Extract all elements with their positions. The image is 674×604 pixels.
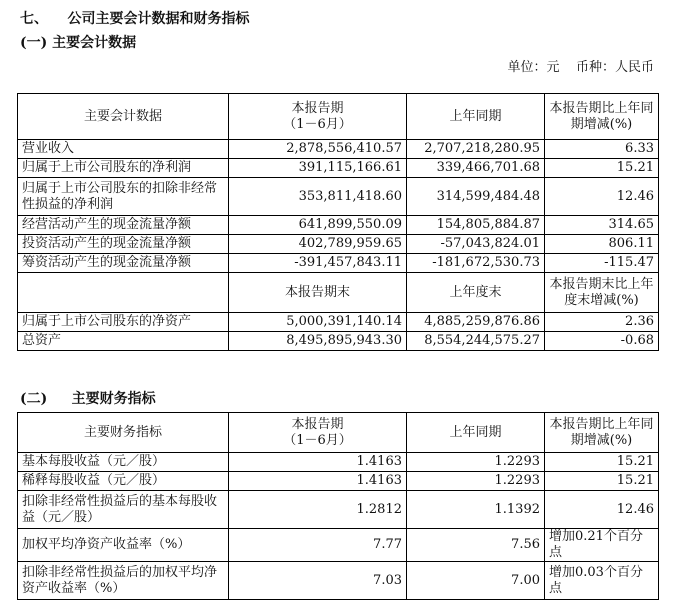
cell-current: 402,789,959.65 <box>229 235 407 254</box>
cell-prior: 8,554,244,575.27 <box>407 332 545 351</box>
cell-current: 353,811,418.60 <box>229 178 407 216</box>
cell-change: 15.21 <box>545 472 659 491</box>
row-label: 总资产 <box>18 332 229 351</box>
cell-current: 1.4163 <box>229 453 407 472</box>
table-header-row <box>18 413 659 453</box>
cell-current: -391,457,843.11 <box>229 254 407 273</box>
currency-unit-note: 单位：元 币种：人民币 <box>507 60 654 75</box>
table-row <box>18 472 659 491</box>
cell-change: 增加0.03个百分点 <box>545 562 659 600</box>
table-row <box>18 178 659 216</box>
row-label: 扣除非经常性损益后的基本每股收益（元／股） <box>18 491 229 529</box>
cell-prior: 339,466,701.68 <box>407 159 545 178</box>
row-label: 筹资活动产生的现金流量净额 <box>18 254 229 273</box>
row-label: 经营活动产生的现金流量净额 <box>18 216 229 235</box>
cell-change: 增加0.21个百分点 <box>545 529 659 562</box>
cell-change: -0.68 <box>545 332 659 351</box>
table-row <box>18 313 659 332</box>
subsection-title-accounting-data: (一) 主要会计数据 <box>20 35 137 51</box>
table-row <box>18 529 659 562</box>
table-row <box>18 254 659 273</box>
row-label: 归属于上市公司股东的扣除非经常性损益的净利润 <box>18 178 229 216</box>
cell-current: 8,495,895,943.30 <box>229 332 407 351</box>
cell-prior: 2,707,218,280.95 <box>407 140 545 159</box>
header-cell: 本报告期比上年同期增减(%) <box>545 413 659 453</box>
table-row <box>18 140 659 159</box>
row-label: 营业收入 <box>18 140 229 159</box>
table-row <box>18 491 659 529</box>
row-label: 基本每股收益（元／股） <box>18 453 229 472</box>
table-row <box>18 332 659 351</box>
table-header-row <box>18 273 659 313</box>
header-cell: 本报告期 （1－6月） <box>229 94 407 140</box>
header-cell: 上年同期 <box>407 413 545 453</box>
cell-current: 7.77 <box>229 529 407 562</box>
row-label: 归属于上市公司股东的净资产 <box>18 313 229 332</box>
cell-prior: 7.00 <box>407 562 545 600</box>
cell-current: 1.4163 <box>229 472 407 491</box>
header-cell: 上年度末 <box>407 273 545 313</box>
cell-change: 15.21 <box>545 453 659 472</box>
cell-prior: 1.1392 <box>407 491 545 529</box>
cell-change: 12.46 <box>545 178 659 216</box>
cell-change: 2.36 <box>545 313 659 332</box>
header-cell: 本报告期 （1－6月） <box>229 413 407 453</box>
table-header-row <box>18 94 659 140</box>
cell-prior: 154,805,884.87 <box>407 216 545 235</box>
table-row <box>18 235 659 254</box>
cell-prior: 1.2293 <box>407 453 545 472</box>
cell-current: 391,115,166.61 <box>229 159 407 178</box>
cell-prior: -57,043,824.01 <box>407 235 545 254</box>
header-cell: 主要财务指标 <box>18 413 229 453</box>
row-label: 稀释每股收益（元／股） <box>18 472 229 491</box>
row-label: 投资活动产生的现金流量净额 <box>18 235 229 254</box>
cell-change: 15.21 <box>545 159 659 178</box>
row-label: 加权平均净资产收益率（%） <box>18 529 229 562</box>
cell-current: 5,000,391,140.14 <box>229 313 407 332</box>
header-cell: 本报告期比上年同期增减(%) <box>545 94 659 140</box>
cell-prior: 7.56 <box>407 529 545 562</box>
cell-prior: 4,885,259,876.86 <box>407 313 545 332</box>
row-label: 扣除非经常性损益后的加权平均净资产收益率（%） <box>18 562 229 600</box>
table-row <box>18 562 659 600</box>
section-title: 七、 公司主要会计数据和财务指标 <box>20 11 250 27</box>
header-cell: 本报告期末 <box>229 273 407 313</box>
cell-prior: -181,672,530.73 <box>407 254 545 273</box>
row-label: 归属于上市公司股东的净利润 <box>18 159 229 178</box>
cell-change: 6.33 <box>545 140 659 159</box>
cell-change: -115.47 <box>545 254 659 273</box>
header-cell: 本报告期末比上年度末增减(%) <box>545 273 659 313</box>
cell-prior: 1.2293 <box>407 472 545 491</box>
header-cell: 上年同期 <box>407 94 545 140</box>
financial-indicators-table <box>17 412 659 600</box>
table-row <box>18 159 659 178</box>
table-row <box>18 453 659 472</box>
header-cell-empty <box>18 273 229 313</box>
cell-current: 2,878,556,410.57 <box>229 140 407 159</box>
cell-current: 7.03 <box>229 562 407 600</box>
subsection-title-financial-indicators: (二) 主要财务指标 <box>20 391 156 407</box>
cell-prior: 314,599,484.48 <box>407 178 545 216</box>
cell-change: 806.11 <box>545 235 659 254</box>
header-cell: 主要会计数据 <box>18 94 229 140</box>
cell-change: 12.46 <box>545 491 659 529</box>
accounting-data-table <box>17 93 659 351</box>
cell-current: 641,899,550.09 <box>229 216 407 235</box>
cell-current: 1.2812 <box>229 491 407 529</box>
cell-change: 314.65 <box>545 216 659 235</box>
table-row <box>18 216 659 235</box>
